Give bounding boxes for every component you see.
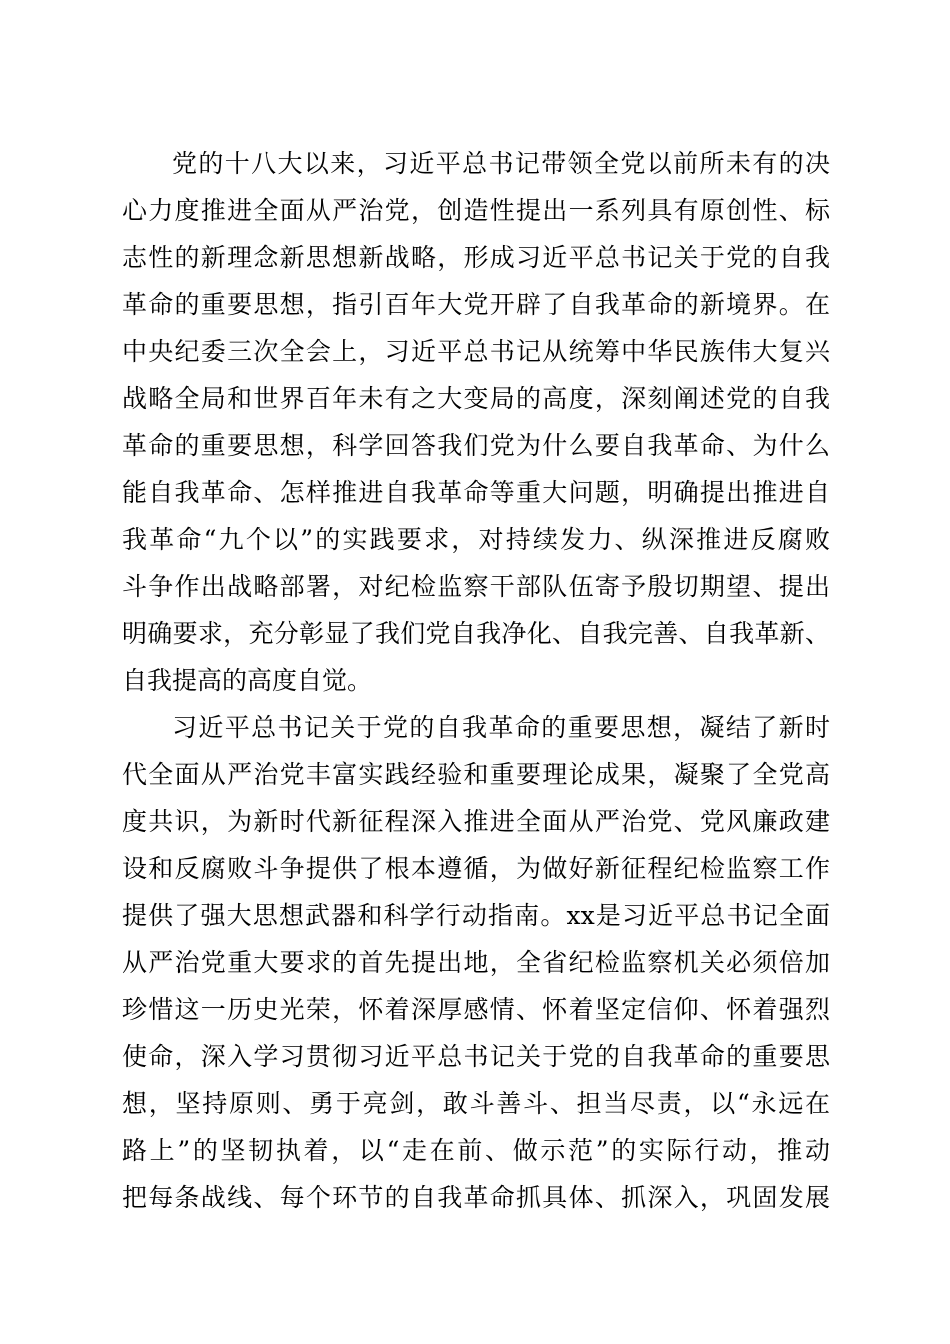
paragraph-2-line-5: 提供了强大思想武器和科学行动指南。xx是习近平总书记全面	[122, 901, 830, 930]
paragraph-2-line-10: 路上”的坚韧执着，以“走在前、做示范”的实际行动，推动	[122, 1136, 830, 1165]
paragraph-2-line-9: 想，坚持原则、勇于亮剑，敢斗善斗、担当尽责，以“永远在	[122, 1089, 830, 1118]
paragraph-2-line-11: 把每条战线、每个环节的自我革命抓具体、抓深入，巩固发展	[122, 1183, 830, 1212]
paragraph-1-line-3: 志性的新理念新思想新战略，形成习近平总书记关于党的自我	[122, 243, 830, 272]
paragraph-1-line-7: 革命的重要思想，科学回答我们党为什么要自我革命、为什么	[122, 431, 830, 460]
paragraph-2-line-7: 珍惜这一历史光荣，怀着深厚感情、怀着坚定信仰、怀着强烈	[122, 995, 830, 1024]
paragraph-1-line-6: 战略全局和世界百年未有之大变局的高度，深刻阐述党的自我	[122, 384, 830, 413]
paragraph-2-line-4: 设和反腐败斗争提供了根本遵循，为做好新征程纪检监察工作	[122, 854, 830, 883]
paragraph-1-line-10: 斗争作出战略部署，对纪检监察干部队伍寄予殷切期望、提出	[122, 572, 830, 601]
paragraph-1-line-1: 党的十八大以来，习近平总书记带领全党以前所未有的决	[172, 149, 830, 178]
paragraph-2-line-2: 代全面从严治党丰富实践经验和重要理论成果，凝聚了全党高	[122, 760, 830, 789]
document-body	[122, 140, 830, 1221]
paragraph-1-line-2: 心力度推进全面从严治党，创造性提出一系列具有原创性、标	[122, 196, 830, 225]
paragraph-1-line-8: 能自我革命、怎样推进自我革命等重大问题，明确提出推进自	[122, 478, 830, 507]
paragraph-1-line-9: 我革命“九个以”的实践要求，对持续发力、纵深推进反腐败	[122, 525, 830, 554]
paragraph-1-line-4: 革命的重要思想，指引百年大党开辟了自我革命的新境界。在	[122, 290, 830, 319]
paragraph-2-line-6: 从严治党重大要求的首先提出地，全省纪检监察机关必须倍加	[122, 948, 830, 977]
paragraph-2-line-3: 度共识，为新时代新征程深入推进全面从严治党、党风廉政建	[122, 807, 830, 836]
paragraph-2-line-8: 使命，深入学习贯彻习近平总书记关于党的自我革命的重要思	[122, 1042, 830, 1071]
paragraph-1-line-12: 自我提高的高度自觉。	[122, 666, 373, 695]
paragraph-1-line-11: 明确要求，充分彰显了我们党自我净化、自我完善、自我革新、	[122, 619, 830, 648]
paragraph-1-line-5: 中央纪委三次全会上，习近平总书记从统筹中华民族伟大复兴	[122, 337, 830, 366]
paragraph-2-line-1: 习近平总书记关于党的自我革命的重要思想，凝结了新时	[172, 713, 830, 742]
